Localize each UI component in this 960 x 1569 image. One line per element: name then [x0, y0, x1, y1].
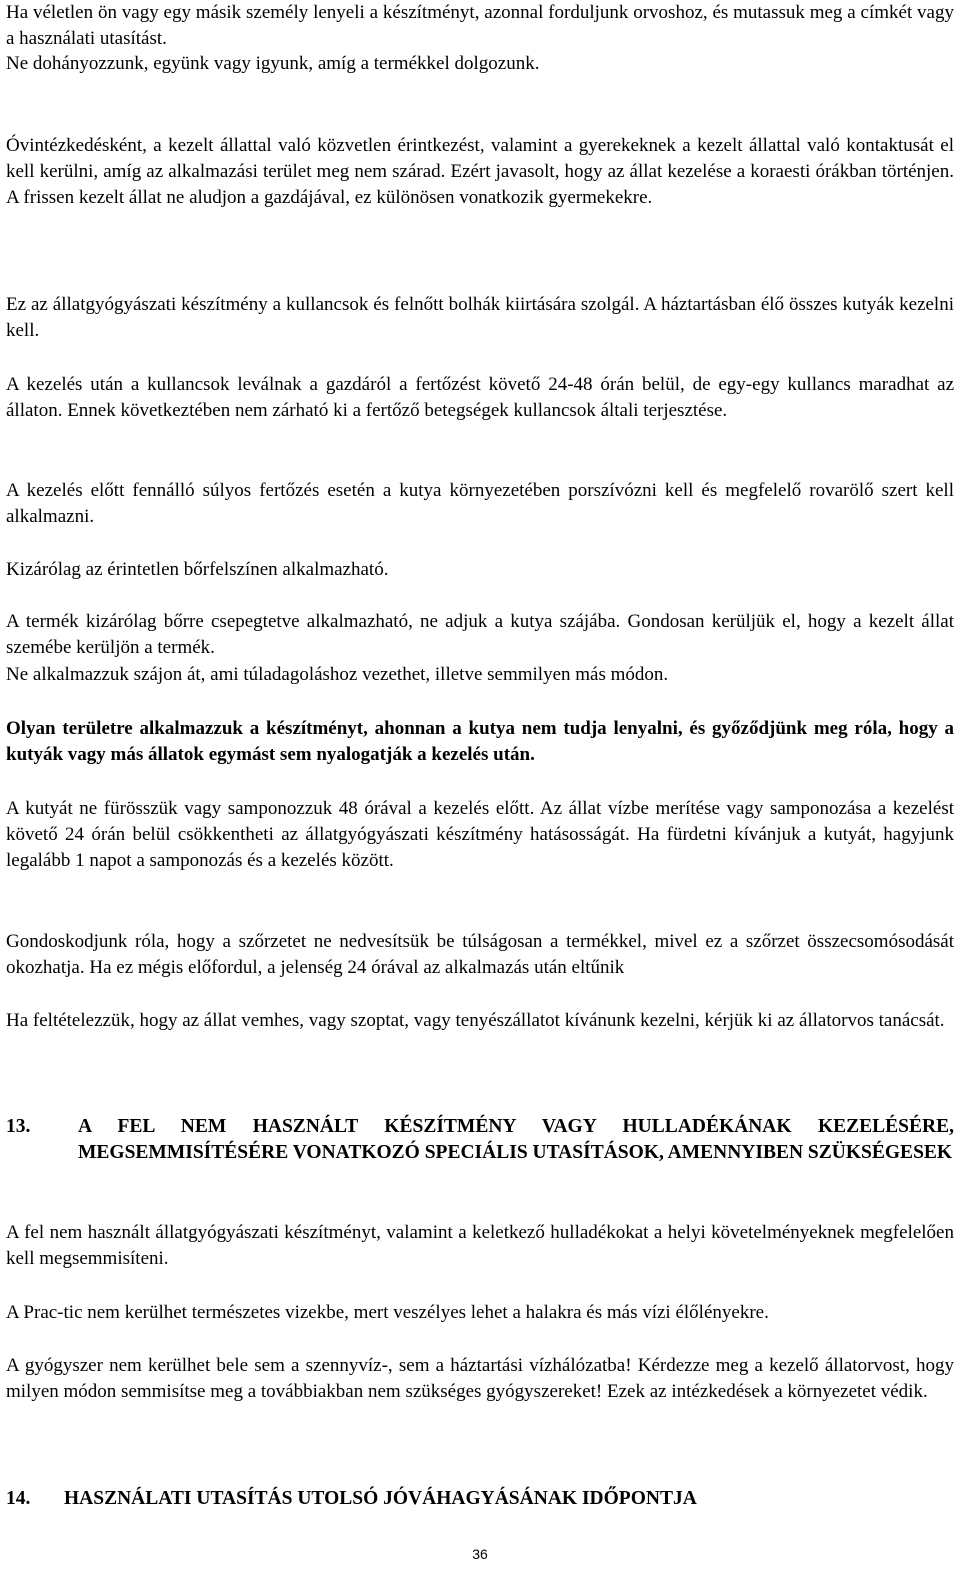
paragraph-water-hazard: A Prac-tic nem kerülhet természetes vizekbe, mert veszélyes lehet a halakra és más vízi élőlényekre.	[6, 1302, 769, 1323]
paragraph-spot-on-only: A termék kizárólag bőrre csepegtetve alkalmazható, ne adjuk a kutya szájába. Gondosan kerüljük el, hogy a kezelt állat szemébe kerüljön a termék.	[6, 611, 954, 658]
section-13-number: 13.	[6, 1116, 31, 1137]
section-13-heading	[6, 1114, 954, 1166]
section-14-title: HASZNÁLATI UTASÍTÁS UTOLSÓ JÓVÁHAGYÁSÁNAK IDŐPONTJA	[64, 1488, 697, 1509]
page-number: 36	[472, 1546, 488, 1562]
paragraph-no-smoking: Ne dohányozzunk, együnk vagy igyunk, amíg a termékkel dolgozunk.	[6, 53, 540, 74]
paragraph-severe-infestation: A kezelés előtt fennálló súlyos fertőzés esetén a kutya környezetében porszívózni kell és megfelelő rovarölő szert kell alkalmazni.	[6, 480, 954, 527]
paragraph-purpose: Ez az állatgyógyászati készítmény a kullancsok és felnőtt bolhák kiirtására szolgál. A háztartásban élő összes kutyák kezelni kell.	[6, 294, 954, 341]
paragraph-precaution-contact: Óvintézkedésként, a kezelt állattal való közvetlen érintkezést, valamint a gyerekeknek a kezelt állattal való kontaktusát el kell kerülni, amíg az alkalmazási terület meg nem szárad. Ezért javasolt, hogy az állat kezelése a koraesti órákban történjen. A frissen kezelt állat ne aludjon a gazdájával, ez különösen vonatkozik gyermekekre.	[6, 135, 954, 208]
paragraph-no-oral: Ne alkalmazzuk szájon át, ami túladagoláshoz vezethet, illetve semmilyen más módon.	[6, 664, 669, 685]
paragraph-bathing: A kutyát ne fürösszük vagy samponozzuk 48 órával a kezelés előtt. Az állat vízbe merítése vagy samponozása a kezelést követő 24 órán belül csökkentheti az állatgyógyászati készítmény hatásosságát. Ha fürdetni kívánjuk a kutyát, hagyjunk legalább 1 napot a samponozás és a kezelés között.	[6, 798, 954, 871]
section-13-title: A FEL NEM HASZNÁLT KÉSZÍTMÉNY VAGY HULLADÉKÁNAK KEZELÉSÉRE, MEGSEMMISÍTÉSÉRE VONATKOZÓ SPECIÁLIS UTASÍTÁSOK, AMENNYIBEN SZÜKSÉGESEK	[78, 1116, 954, 1163]
paragraph-coat-wetting: Gondoskodjunk róla, hogy a szőrzetet ne nedvesítsük be túlságosan a termékkel, mivel ez a szőrzet összecsomósodását okozhatja. Ha ez mégis előfordul, a jelenség 24 órával az alkalmazás után eltűnik	[6, 931, 954, 978]
paragraph-intact-skin: Kizárólag az érintetlen bőrfelszínen alkalmazható.	[6, 559, 389, 580]
paragraph-disposal: A fel nem használt állatgyógyászati készítményt, valamint a keletkező hulladékokat a helyi követelményeknek megfelelően kell megsemmisíteni.	[6, 1222, 954, 1269]
section-14-heading	[6, 1486, 954, 1512]
paragraph-no-licking: Olyan területre alkalmazzuk a készítményt, ahonnan a kutya nem tudja lenyalni, és győződjünk meg róla, hogy a kutyák vagy más állatok egymást sem nyalogatják a kezelés után.	[6, 718, 954, 765]
paragraph-pregnancy: Ha feltételezzük, hogy az állat vemhes, vagy szoptat, vagy tenyészállatot kívánunk kezelni, kérjük ki az állatorvos tanácsát.	[6, 1010, 945, 1031]
paragraph-sewage: A gyógyszer nem kerülhet bele sem a szennyvíz-, sem a háztartási vízhálózatba! Kérdezze meg a kezelő állatorvost, hogy milyen módon semmisítse meg a továbbiakban nem szükséges gyógyszereket! Ezek az intézkedések a környezetet védik.	[6, 1355, 954, 1402]
paragraph-ingestion-warning: Ha véletlen ön vagy egy másik személy lenyeli a készítményt, azonnal forduljunk orvoshoz, és mutassuk meg a címkét vagy a használati utasítást.	[6, 2, 954, 49]
section-14-number: 14.	[6, 1488, 31, 1509]
paragraph-tick-detachment: A kezelés után a kullancsok leválnak a gazdáról a fertőzést követő 24-48 órán belül, de egy-egy kullancs maradhat az állaton. Ennek következtében nem zárható ki a fertőző betegségek kullancsok általi terjesztése.	[6, 374, 954, 421]
